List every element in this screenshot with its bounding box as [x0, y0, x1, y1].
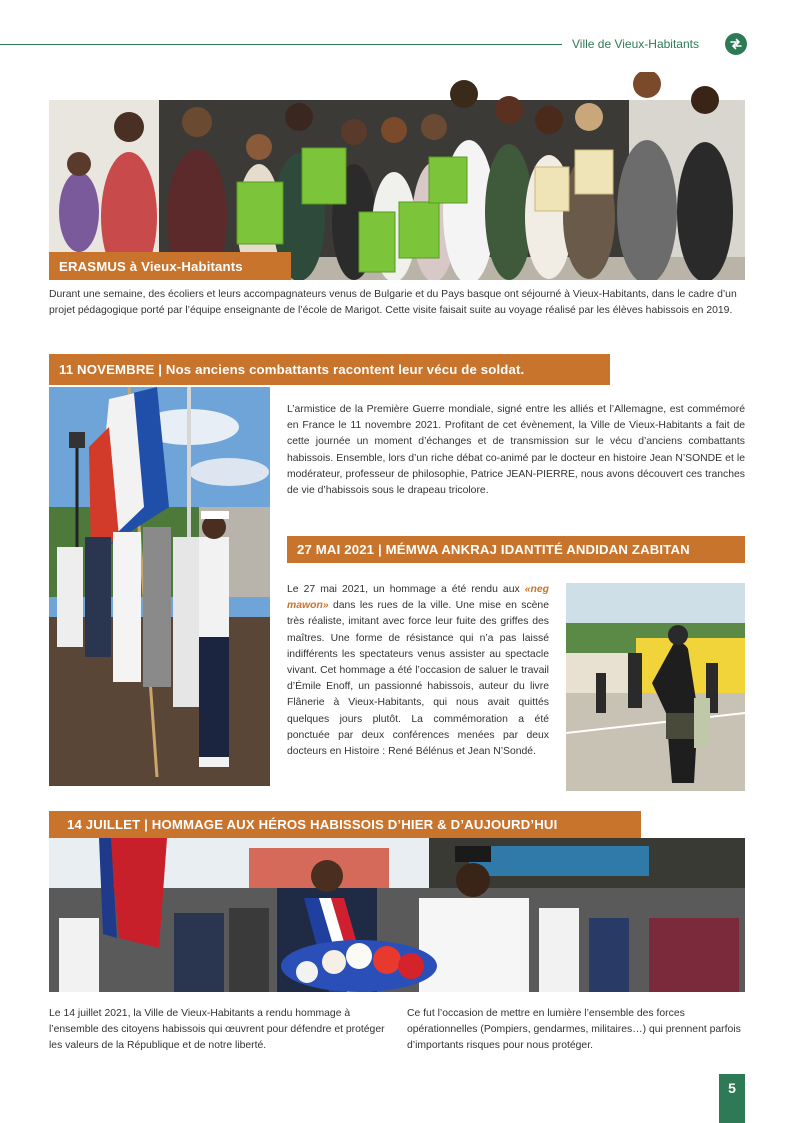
- veterans-flag-photo: [49, 387, 270, 786]
- neg-mawon-highlight: «neg mawon»: [287, 584, 549, 612]
- city-logo-arrows-icon: [725, 33, 747, 55]
- header-rule: [0, 44, 562, 45]
- mai-text: [287, 582, 549, 760]
- page-number: 5: [719, 1074, 745, 1123]
- mai-text-before: Le 27 mai 2021, un hommage a été rendu aux: [287, 584, 525, 595]
- juillet-text-right: Ce fut l’occasion de mettre en lumière l’ensemble des forces opérationnelles (Pompiers, gendarmes, militaires…) qui prennent parfois d’importants risques pour nous protéger.: [407, 1008, 741, 1052]
- juillet-ceremony-photo: [49, 838, 745, 992]
- mai-text-after: dans les rues de la ville. Une mise en scène très réaliste, imitant avec force leur fuite des griffes des maîtres. Une forme de résistance qui n’a pas laissé indifférents les spectateurs venus assister au spectacle vivant. Cet hommage a été l’occasion de saluer le travail d’Émile Enoff, un passionné habissois, auteur du livre Flânerie à Vieux-Habitants, qui nous avait quittés quelques jours plutôt. La commémoration a été ponctuée par deux conférences menées par deux docteurs en Histoire : René Bélénus et Jean N’Sondé.: [287, 600, 549, 758]
- header-title: Ville de Vieux-Habitants: [572, 37, 699, 51]
- neg-mawon-photo: [566, 583, 745, 791]
- juillet-banner: 14 JUILLET | HOMMAGE AUX HÉROS HABISSOIS D’HIER & D’AUJOURD’HUI: [49, 811, 641, 838]
- mai-banner: 27 MAI 2021 | MÉMWA ANKRAJ IDANTITÉ ANDIDAN ZABITAN: [287, 536, 745, 563]
- erasmus-group-photo: [49, 72, 745, 280]
- erasmus-banner: ERASMUS à Vieux-Habitants: [49, 252, 291, 280]
- novembre-banner: 11 NOVEMBRE | Nos anciens combattants racontent leur vécu de soldat.: [49, 354, 610, 385]
- novembre-text: L’armistice de la Première Guerre mondiale, signé entre les alliés et l’Allemagne, est commémoré en France le 11 novembre 2021. Profitant de cet évènement, la Ville de Vieux-Habitants a fait de cette journée un moment d’échanges et de transmission sur le vécu d’anciens combattants habissois. Ensemble, lors d’un riche débat co-animé par le docteur en histoire Jean N’SONDE et le modérateur, professeur de philosophie, Patrice JEAN-PIERRE, nous avons découvert ces tranches de vie d’habissois sous le drapeau tricolore.: [287, 404, 745, 497]
- erasmus-text: Durant une semaine, des écoliers et leurs accompagnateurs venus de Bulgarie et du Pays basque ont séjourné à Vieux-Habitants, dans le cadre d’un projet pédagogique porté par l’équipe enseignante de l’école de Marigot. Cette visite faisait suite au voyage réalisé par les élèves habissois en 2019.: [49, 289, 737, 317]
- juillet-text-left: Le 14 juillet 2021, la Ville de Vieux-Habitants a rendu hommage à l’ensemble des citoyens habissois qui œuvrent pour défendre et protéger les valeurs de la République et de notre liberté.: [49, 1008, 385, 1052]
